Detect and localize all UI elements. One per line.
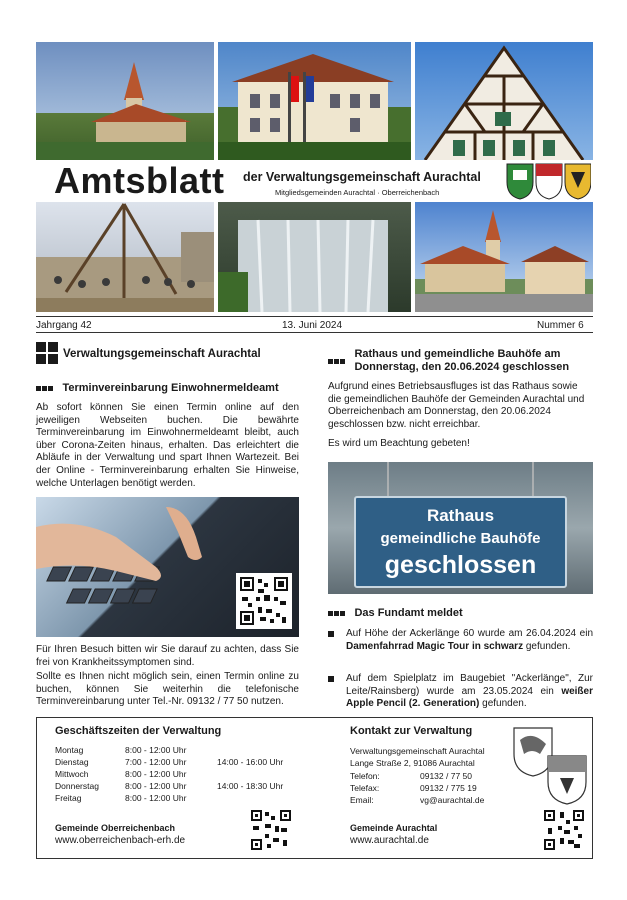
hours-day: Mittwoch (55, 769, 89, 779)
issue-volume: Jahrgang 42 (36, 320, 92, 331)
heading-bullets-icon (36, 378, 54, 396)
hours-row (55, 781, 307, 793)
contact-email[interactable]: vg@aurachtal.de (420, 795, 485, 806)
closed-sign-line1: Rathaus (426, 506, 495, 525)
contact-url[interactable]: www.aurachtal.de (350, 835, 429, 846)
qr-code-termin[interactable] (236, 573, 292, 629)
contact-address: Lange Straße 2, 91086 Aurachtal (350, 758, 475, 769)
coat-of-arms-aurachtal (512, 726, 592, 806)
masthead-title: Amtsblatt (54, 160, 225, 201)
hours-row (55, 757, 307, 769)
article-heading-rathaus: Rathaus und gemeindliche Bauhöfe am Donnerstag, den 20.06.2024 geschlossen (328, 348, 593, 375)
issue-date: 13. Juni 2024 (282, 320, 343, 331)
masthead-subtitle: der Verwaltungsgemeinschaft Aurachtal (243, 170, 481, 184)
photo-closed-sign (328, 462, 593, 594)
bullet-icon (328, 676, 334, 682)
photo-townhall (218, 42, 411, 160)
closed-sign-board (354, 496, 567, 588)
photo-laptop-keyboard (36, 497, 299, 637)
article-termin-p1: Ab sofort können Sie einen Termin online auf den jeweiligen Webseiten buchen. Die bewährte Terminvereinbarung im Einwohnermeldeamt bleibt, auch über Corona-Zeiten hinaus, erhalten. Das erleichtert die Abläufe in der Verwaltung und spart Ihnen Wartezeit. Bei der Online - Terminvereinbarung erhalten Sie Hinweise, welche Unterlagen benötigt werden. (36, 402, 299, 489)
article-termin-p2: Für Ihren Besuch bitten wir Sie darauf zu achten, dass Sie frei von Krankheitssymptomen sind. (36, 644, 299, 668)
heading-bullets-icon (328, 351, 346, 369)
hours-pm (217, 793, 307, 805)
hours-gemeinde: Gemeinde Oberreichenbach (55, 823, 176, 833)
fundamt-item-1: Auf Höhe der Ackerlänge 60 wurde am 26.04.2024 ein Damenfahrrad Magic Tour in schwarz gefunden. (328, 628, 593, 653)
fundamt-item-2: Auf dem Spielplatz im Baugebiet "Ackerlänge", Zur Leite/Rainsberg) wurde am 23.05.2024 ein weißer Apple Pencil (2. Generation) gefunden. (328, 673, 593, 711)
divider-info (36, 332, 593, 333)
contact-details: Verwaltungsgemeinschaft Aurachtal Lange Straße 2, 91086 Aurachtal Telefon: 09132 / 77 50 Telefax: 09132 / 775 19 Email: vg@aurachtal.de (350, 746, 485, 806)
article-rathaus-p1: Aufgrund eines Betriebsausfluges ist das Rathaus sowie die gemeindlichen Bauhöfe der Gemeinden Aurachtal und Oberreichenbach am Donnerstag, den 20.06.2024 geschlossen bzw. nicht erreichbar. (328, 381, 585, 430)
photo-village-church (415, 202, 593, 312)
hours-am: 8:00 - 12:00 Uhr (125, 781, 187, 791)
hours-table (55, 745, 307, 805)
article-rathaus-p2: Es wird um Beachtung gebeten! (328, 438, 470, 449)
hours-pm: 14:00 - 18:30 Uhr (217, 781, 284, 791)
hours-url[interactable]: www.oberreichenbach-erh.de (55, 835, 186, 846)
heading-bullets-icon (328, 603, 346, 621)
closed-sign-line3: geschlossen (384, 551, 537, 579)
hours-pm: 14:00 - 16:00 Uhr (217, 757, 284, 767)
hours-row (55, 793, 307, 805)
hours-row (55, 745, 307, 757)
issue-number: Nummer 6 (537, 320, 584, 331)
hours-row (55, 769, 307, 781)
article-heading-termin: Terminvereinbarung Einwohnermeldeamt (36, 378, 279, 396)
hours-day: Montag (55, 745, 84, 755)
contact-gemeinde: Gemeinde Aurachtal (350, 823, 438, 833)
contact-fax: 09132 / 775 19 (420, 782, 477, 793)
article-termin-p3: Sollte es Ihnen nicht möglich sein, einen Termin online zu buchen, können Sie weiterhin die telefonische Terminvereinbarung unter Tel.-Nr. 09132 / 77 50 nutzen. (36, 671, 299, 708)
hours-day: Freitag (55, 793, 82, 803)
section-title: Verwaltungsgemeinschaft Aurachtal (63, 348, 261, 360)
article-heading-fundamt: Das Fundamt meldet (328, 603, 463, 621)
contact-org: Verwaltungsgemeinschaft Aurachtal (350, 746, 485, 756)
hours-title: Geschäftszeiten der Verwaltung (55, 725, 222, 737)
hours-pm (217, 745, 307, 757)
photo-festival-maypole (36, 202, 214, 312)
section-icon (36, 342, 58, 364)
hours-day: Dienstag (55, 757, 89, 767)
masthead-members: Mitgliedsgemeinden Aurachtal · Oberreichenbach (275, 188, 440, 197)
qr-code-aurachtal[interactable] (544, 810, 584, 850)
coat-of-arms-logos (505, 162, 591, 200)
contact-title: Kontakt zur Verwaltung (350, 725, 473, 737)
closed-sign-line2: gemeindliche Bauhöfe (380, 530, 541, 547)
photo-half-timbered-house (415, 42, 593, 160)
bullet-icon (328, 631, 334, 637)
hours-day: Donnerstag (55, 781, 99, 791)
qr-code-oberreichenbach[interactable] (251, 810, 291, 850)
hours-am: 8:00 - 12:00 Uhr (125, 769, 187, 779)
hours-am: 7:00 - 12:00 Uhr (125, 757, 187, 767)
contact-phone[interactable]: 09132 / 77 50 (420, 770, 472, 781)
hours-am: 8:00 - 12:00 Uhr (125, 793, 187, 803)
photo-waterfall (218, 202, 411, 312)
hours-pm (217, 769, 307, 781)
divider-top (36, 316, 593, 317)
hours-am: 8:00 - 12:00 Uhr (125, 745, 187, 755)
info-box (36, 717, 593, 859)
photo-church-steeple (36, 42, 214, 160)
